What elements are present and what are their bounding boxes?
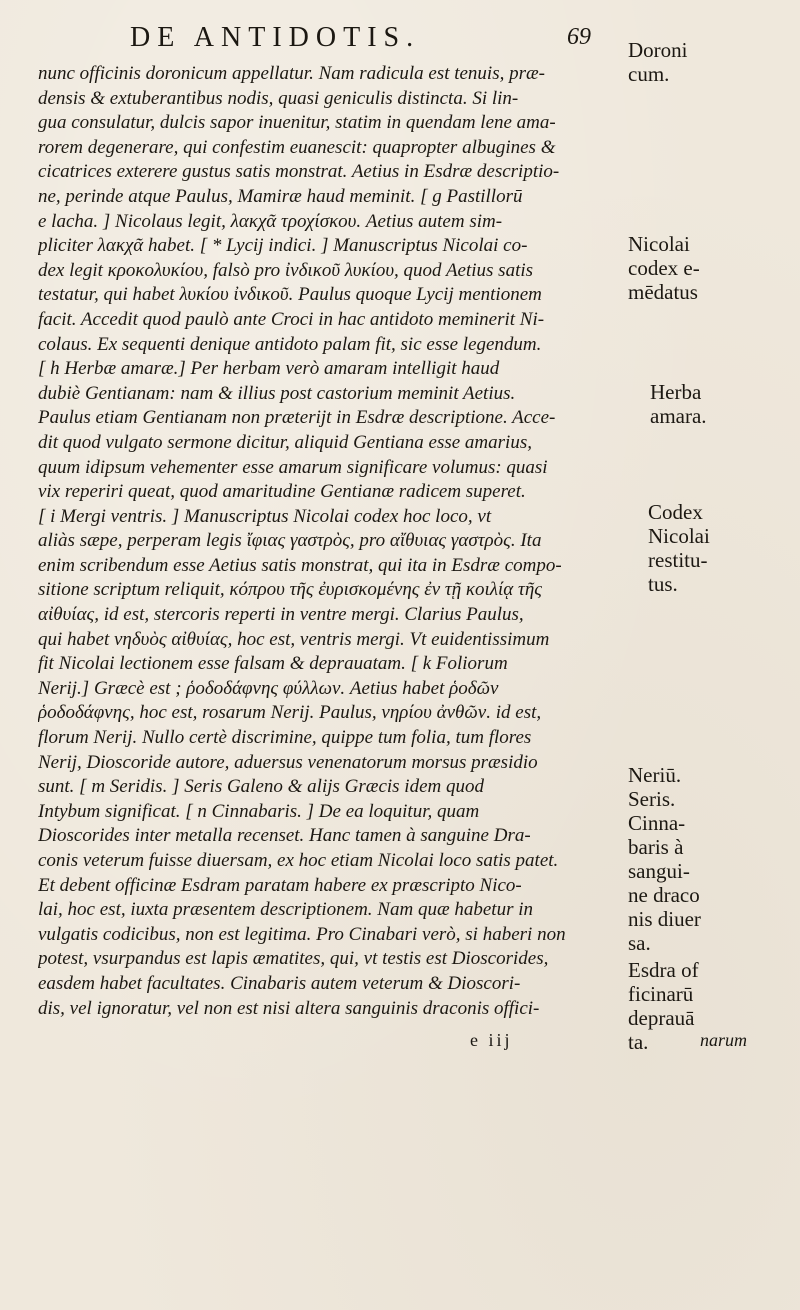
margin-note-line: amara. bbox=[650, 404, 707, 428]
margin-note-nerium-seris-cinnabaris bbox=[628, 763, 793, 955]
signature-mark: e iij bbox=[470, 1030, 513, 1050]
text-line: Dioscorides inter metalla recenset. Hanc tamen à sanguine Dra- bbox=[38, 825, 531, 847]
text-line: rorem degenerare, qui confestim euanescit: quapropter albugines & bbox=[38, 136, 556, 158]
text-line: cicatrices exterere gustus satis monstrat. Aetius in Esdræ descriptio- bbox=[38, 161, 560, 183]
text-line: fit Nicolai lectionem esse falsam & deprauatam. [ k Foliorum bbox=[38, 653, 508, 675]
text-line: conis veterum fuisse diuersam, ex hoc etiam Nicolai loco satis patet. bbox=[38, 850, 559, 871]
margin-note-line: Esdra of bbox=[628, 958, 699, 982]
margin-note-line: ne draco bbox=[628, 883, 700, 907]
margin-note-codex-restitutus bbox=[648, 500, 800, 596]
text-line: quum idipsum vehementer esse amarum significare volumus: quasi bbox=[38, 456, 548, 478]
margin-note-line: Seris. bbox=[628, 787, 676, 811]
text-line: dis, vel ignoratur, vel non est nisi altera sanguinis draconis offici- bbox=[38, 997, 540, 1019]
margin-note-line: deprauā bbox=[628, 1006, 695, 1030]
text-line: florum Nerij. Nullo certè discrimine, quippe tum folia, tum flores bbox=[38, 727, 532, 749]
margin-note-line: sangui- bbox=[628, 859, 690, 883]
text-line: vulgatis codicibus, non est legitima. Pro Cinabari verò, si haberi non bbox=[38, 923, 566, 945]
text-line: e lacha. ] Nicolaus legit, λακχᾶ τροχίσκου. Aetius autem sim- bbox=[38, 210, 503, 232]
text-line: gua consulatur, dulcis sapor inuenitur, statim in quendam lene ama- bbox=[38, 112, 556, 134]
text-line: ῥοδοδάφνης, hoc est, rosarum Nerij. Paulus, νηρίου ἀνθῶν. id est, bbox=[38, 702, 542, 724]
margin-note-line: restitu- bbox=[648, 548, 708, 572]
text-line: dex legit κρoκoλυκίου, falsò pro ἰνδικοῦ λυκίου, quod Aetius satis bbox=[38, 259, 534, 281]
text-line: enim scribendum esse Aetius satis monstrat, qui ita in Esdræ compo- bbox=[38, 554, 562, 576]
margin-note-line: Codex bbox=[648, 500, 703, 524]
margin-note-line: Doroni bbox=[628, 38, 688, 62]
text-line: aliàs sæpe, perperam legis ἴφιας γαστρὸς, pro αἴθυιας γαστρὸς. Ita bbox=[38, 530, 542, 552]
text-line: [ h Herbæ amaræ.] Per herbam verò amaram intelligit haud bbox=[38, 358, 500, 380]
text-line: testatur, qui habet λυκίου ἰνδικοῦ. Paulus quoque Lycij mentionem bbox=[38, 284, 542, 306]
catchword: narum bbox=[700, 1030, 748, 1050]
margin-note-line: cum. bbox=[628, 62, 670, 86]
margin-note-line: ficinarū bbox=[628, 982, 694, 1006]
text-line: sitione scriptum reliquit, κόπρου τῆς ἐυρισκομένης ἐν τῇ κοιλίᾳ τῆς bbox=[38, 579, 542, 601]
text-line: [ i Mergi ventris. ] Manuscriptus Nicolai codex hoc loco, vt bbox=[38, 505, 492, 527]
main-text-block bbox=[38, 62, 623, 1021]
running-title: DE ANTIDOTIS. bbox=[130, 22, 421, 53]
text-line: ne, perinde atque Paulus, Mamiræ haud meminit. [ g Pastillorū bbox=[38, 185, 523, 207]
margin-note-line: sa. bbox=[628, 931, 651, 955]
text-line: dit quod vulgato sermone dicitur, aliquid Gentiana esse amarius, bbox=[38, 431, 532, 453]
text-line: Et debent officinæ Esdram paratam habere ex præscripto Nico- bbox=[38, 874, 522, 896]
margin-note-line: ta. bbox=[628, 1030, 649, 1054]
margin-note-line: Nicolai bbox=[628, 232, 690, 256]
text-line: dubiè Gentianam: nam & illius post castorium meminit Aetius. bbox=[38, 382, 516, 404]
text-line: potest, vsurpandus est lapis æmatites, qui, vt testis est Dioscorides, bbox=[38, 948, 549, 970]
text-line: pliciter λακχᾶ habet. [ * Lycij indici. ] Manuscriptus Nicolai co- bbox=[38, 235, 528, 257]
text-line: lai, hoc est, iuxta præsentem descriptionem. Nam quæ habetur in bbox=[38, 899, 534, 921]
page-footer bbox=[0, 1030, 800, 1054]
text-line: densis & extuberantibus nodis, quasi geniculis distincta. Si lin- bbox=[38, 87, 519, 109]
text-line: sunt. [ m Seridis. ] Seris Galeno & alijs Græcis idem quod bbox=[38, 776, 484, 798]
text-line: vix reperiri queat, quod amaritudine Gentianæ radicem superet. bbox=[38, 481, 526, 503]
margin-note-line: Neriū. bbox=[628, 763, 682, 787]
margin-note-herba-amara bbox=[650, 380, 800, 428]
text-line: colaus. Ex sequenti denique antidoto palam fit, sic esse legendum. bbox=[38, 333, 542, 355]
margin-note-line: Cinna- bbox=[628, 811, 686, 835]
margin-note-line: codex e- bbox=[628, 256, 700, 280]
text-line: Paulus etiam Gentianam non præterijt in Esdræ descriptione. Acce- bbox=[38, 407, 556, 429]
text-line: nunc officinis doronicum appellatur. Nam radicula est tenuis, præ- bbox=[38, 63, 545, 84]
text-line: Intybum significat. [ n Cinnabaris. ] De ea loquitur, quam bbox=[38, 800, 480, 822]
text-line: αἰθυίας, id est, stercoris reperti in ventre mergi. Clarius Paulus, bbox=[38, 604, 524, 626]
margin-note-doronicum bbox=[628, 38, 793, 86]
margin-note-line: Nicolai bbox=[648, 524, 710, 548]
text-line: Nerij, Dioscoride autore, aduersus venenatorum morsus præsidio bbox=[38, 751, 538, 773]
text-line: qui habet νηδυὸς αἰθυίας, hoc est, ventris mergi. Vt euidentissimum bbox=[38, 628, 550, 650]
margin-note-nicolai-codex bbox=[628, 232, 793, 304]
margin-note-line: Herba bbox=[650, 380, 702, 404]
margin-note-line: nis diuer bbox=[628, 907, 701, 931]
margin-note-line: tus. bbox=[648, 572, 678, 596]
page-number: 69 bbox=[567, 24, 591, 50]
margin-note-line: mēdatus bbox=[628, 280, 698, 304]
margin-note-line: baris à bbox=[628, 835, 684, 859]
text-line: easdem habet facultates. Cinabaris autem veterum & Dioscori- bbox=[38, 972, 521, 994]
text-line: Nerij.] Græcè est ; ῥοδοδάφνης φύλλων. Aetius habet ῥοδῶν bbox=[38, 677, 499, 699]
text-line: facit. Accedit quod paulò ante Croci in hac antidoto meminerit Ni- bbox=[38, 308, 545, 330]
